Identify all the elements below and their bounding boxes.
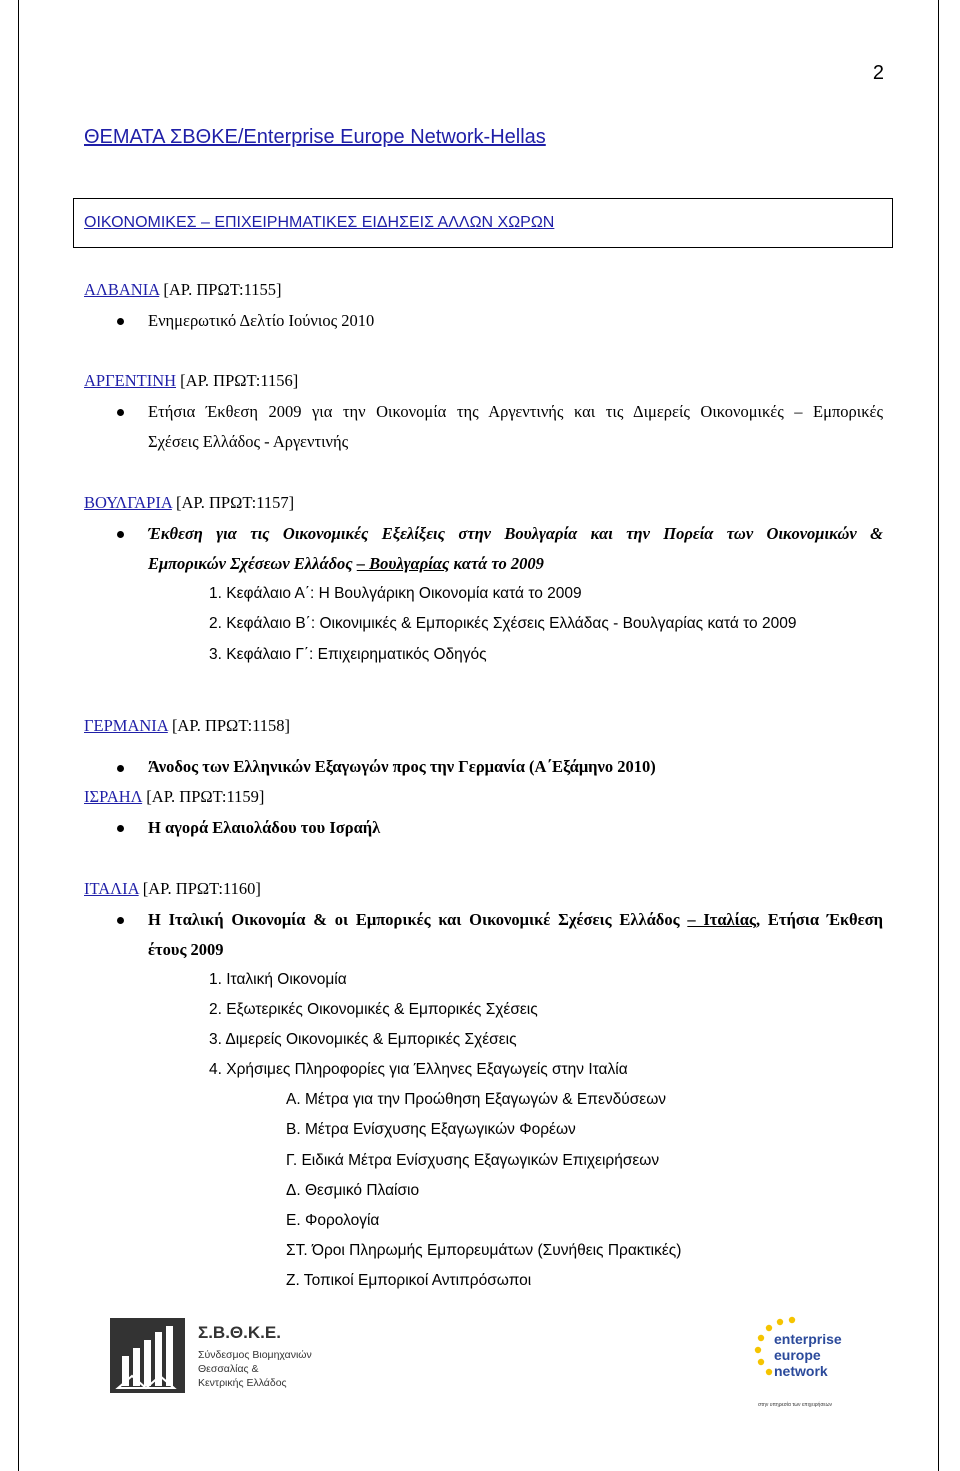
list-item-continuation[interactable] — [148, 554, 544, 574]
protocol-number: [ΑΡ. ΠΡΩΤ:1160] — [138, 879, 261, 898]
een-logo — [750, 1310, 860, 1410]
country-link[interactable]: ΑΡΓΕΝΤΙΝΗ — [84, 371, 177, 390]
chapter-item[interactable]: 1. Κεφάλαιο Α΄: Η Βουλγάρικη Οικονομία κατά το 2009 — [209, 585, 582, 602]
subsection-item[interactable]: Α. Μέτρα για την Προώθηση Εξαγωγών & Επενδύσεων — [286, 1091, 667, 1108]
subsection-item[interactable]: Ζ. Τοπικοί Εμπορικοί Αντιπρόσωποι — [286, 1272, 532, 1289]
chapter-item[interactable]: 4. Χρήσιμες Πληροφορίες για Έλληνες Εξαγωγείς στην Ιταλία — [209, 1061, 628, 1078]
een-tagline: στην υπηρεσία των επιχειρήσεων — [758, 1402, 833, 1408]
list-item[interactable]: Η αγορά Ελαιολάδου του Ισραήλ — [148, 818, 381, 837]
chapter-item[interactable]: 3. Διμερείς Οικονομικές & Εμπορικές Σχέσεις — [209, 1031, 517, 1048]
text-segment-underlined: – Βουλγαρίας — [356, 554, 450, 573]
logo-subtitle: Σύνδεσμος Βιομηχανιών — [198, 1349, 312, 1361]
logo-subtitle: Θεσσαλίας & — [198, 1363, 259, 1375]
heading-argentina — [84, 371, 298, 391]
subsection-item[interactable]: Γ. Ειδικά Μέτρα Ενίσχυσης Εξαγωγικών Επιχειρήσεων — [286, 1152, 660, 1169]
list-item-continuation[interactable]: έτους 2009 — [148, 940, 224, 959]
text-segment: Η Ιταλική Οικονομία & οι Εμπορικές και Οικονομικέ Σχέσεις Ελλάδος — [148, 910, 688, 929]
bullet-icon — [117, 318, 124, 325]
bullet-icon — [117, 765, 124, 772]
heading-bulgaria — [84, 493, 294, 513]
text-segment: , Ετήσια Έκθεση — [755, 910, 883, 929]
text-segment: κατά το 2009 — [449, 554, 544, 573]
heading-israel — [84, 787, 264, 807]
bullet-icon — [117, 409, 124, 416]
factory-icon — [110, 1318, 370, 1398]
section-header-box — [73, 198, 893, 248]
list-item[interactable]: Ενημερωτικό Δελτίο Ιούνιος 2010 — [148, 311, 375, 330]
protocol-number: [ΑΡ. ΠΡΩΤ:1156] — [176, 371, 299, 390]
page-number: 2 — [872, 62, 884, 84]
chapter-item[interactable]: 2. Κεφάλαιο Β΄: Οικονιμικές & Εμπορικές Σχέσεις Ελλάδας - Βουλγαρίας κατά το 2009 — [209, 615, 797, 632]
chapter-item[interactable]: 2. Εξωτερικές Οικονομικές & Εμπορικές Σχέσεις — [209, 1001, 538, 1018]
logo-subtitle: Κεντρικής Ελλάδος — [198, 1377, 287, 1389]
document-title[interactable]: ΘΕΜΑΤΑ ΣΒΘΚΕ/Enterprise Europe Network-Hellas — [84, 126, 546, 148]
sbthke-logo — [110, 1318, 370, 1398]
logo-name: Σ.Β.Θ.Κ.Ε. — [198, 1323, 281, 1342]
bullet-icon — [117, 531, 124, 538]
een-line1: enterprise — [774, 1331, 842, 1347]
text-segment: Εμπορικών Σχέσεων Ελλάδος — [148, 554, 357, 573]
country-link[interactable]: ΑΛΒΑΝΙΑ — [84, 280, 160, 299]
list-item[interactable]: Άνοδος των Ελληνικών Εξαγωγών προς την Γερμανία (Α΄Εξάμηνο 2010) — [148, 757, 656, 776]
country-link[interactable]: ΙΣΡΑΗΛ — [84, 787, 143, 806]
chapter-item[interactable]: 3. Κεφάλαιο Γ΄: Επιχειρηματικός Οδηγός — [209, 646, 487, 663]
heading-albania — [84, 280, 281, 300]
protocol-number: [ΑΡ. ΠΡΩΤ:1157] — [171, 493, 295, 512]
een-line3: network — [774, 1363, 828, 1379]
text-segment-underlined: – Ιταλίας — [687, 910, 756, 929]
protocol-number: [ΑΡ. ΠΡΩΤ:1159] — [142, 787, 265, 806]
een-line2: europe — [774, 1347, 821, 1363]
subsection-item[interactable]: Δ. Θεσμικό Πλαίσιο — [286, 1182, 420, 1199]
subsection-item[interactable]: Β. Μέτρα Ενίσχυσης Εξαγωγικών Φορέων — [286, 1121, 576, 1138]
protocol-number: [ΑΡ. ΠΡΩΤ:1155] — [159, 280, 282, 299]
subsection-item[interactable]: ΣΤ. Όροι Πληρωμής Εμπορευμάτων (Συνήθεις Πρακτικές) — [286, 1242, 682, 1259]
country-link[interactable]: ΒΟΥΛΓΑΡΙΑ — [84, 493, 172, 512]
country-link[interactable]: ΙΤΑΛΙΑ — [84, 879, 139, 898]
bullet-icon — [117, 825, 124, 832]
heading-germany — [84, 716, 290, 736]
country-link[interactable]: ΓΕΡΜΑΝΙΑ — [84, 716, 168, 735]
protocol-number: [ΑΡ. ΠΡΩΤ:1158] — [167, 716, 291, 735]
list-item[interactable]: Ετήσια Έκθεση 2009 για την Οικονομία της Αργεντινής και τις Διμερείς Οικονομικές – Εμπορικές — [148, 402, 883, 421]
section-title[interactable]: ΟΙΚΟΝΟΜΙΚΕΣ – ΕΠΙΧΕΙΡΗΜΑΤΙΚΕΣ ΕΙΔΗΣΕΙΣ ΑΛΛΩΝ ΧΩΡΩΝ — [84, 214, 555, 231]
heading-italy — [84, 879, 261, 899]
subsection-item[interactable]: Ε. Φορολογία — [286, 1212, 380, 1229]
chapter-item[interactable]: 1. Ιταλική Οικονομία — [209, 971, 347, 988]
list-item-continuation[interactable]: Σχέσεις Ελλάδος - Αργεντινής — [148, 432, 349, 451]
een-stars-icon — [750, 1310, 860, 1410]
list-item[interactable] — [148, 910, 883, 930]
list-item[interactable]: Έκθεση για τις Οικονομικές Εξελίξεις στην Βουλγαρία και την Πορεία των Οικονομικών & — [148, 524, 883, 543]
bullet-icon — [117, 917, 124, 924]
